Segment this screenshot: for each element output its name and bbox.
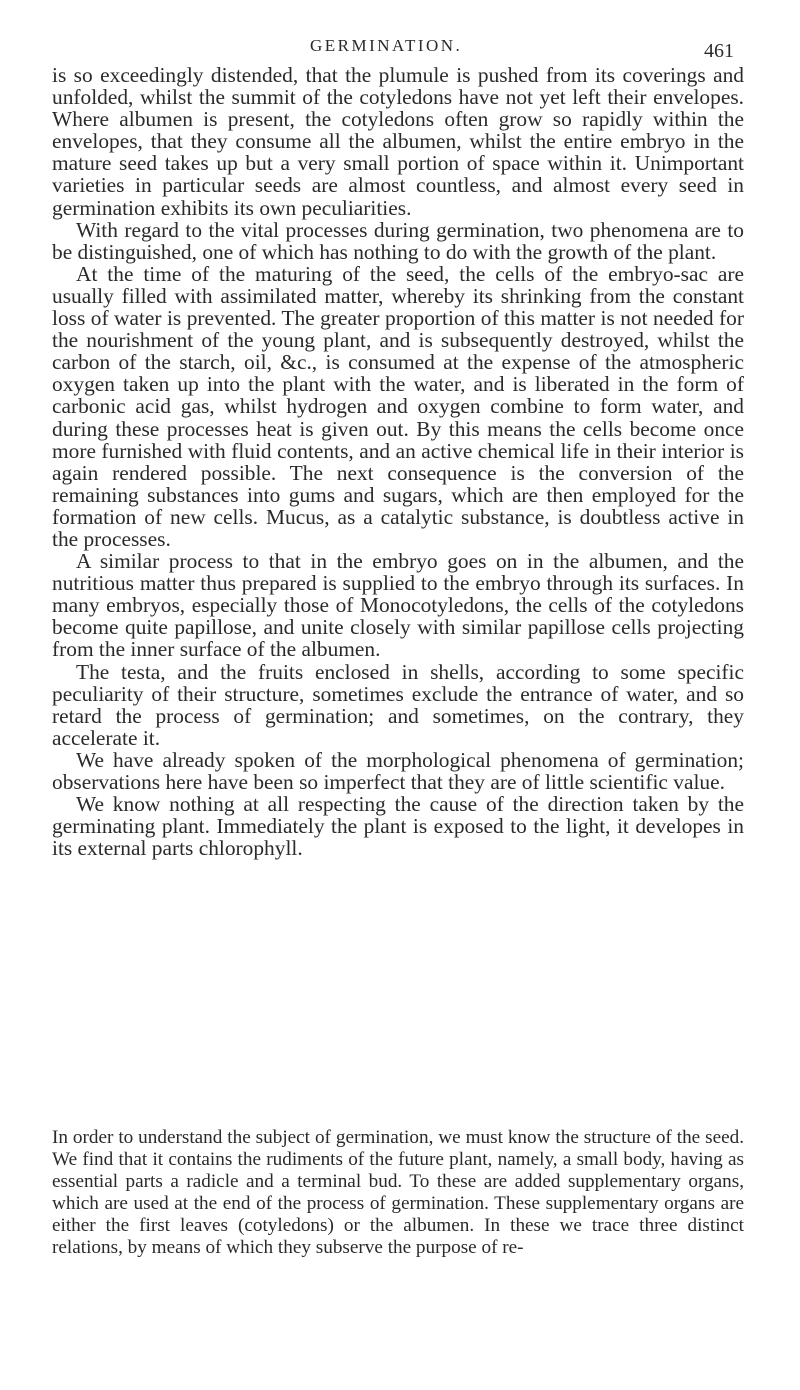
paragraph: At the time of the maturing of the seed, the cells of the embryo-sac are usually filled with assimilated matter, whereby its shrinking from the constant loss of water is prevented. The greater proportion of this matter is not needed for the nourishment of the young plant, and is subsequently destroyed, whilst the carbon of the starch, oil, &c., is consumed at the expense of the atmospheric oxygen taken up into the plant with the water, and is liberated in the form of carbonic acid gas, whilst hydrogen and oxygen combine to form water, and during these processes heat is given out. By this means the cells become once more furnished with fluid contents, and an active chemical life in their interior is again rendered possible. The next consequence is the conversion of the remaining substances into gums and sugars, which are then employed for the formation of new cells. Mucus, as a catalytic substance, is doubtless active in the processes.: [52, 261, 744, 551]
paragraph: We have already spoken of the morphological phenomena of germination; observations here have been so imperfect that they are of little scientific value.: [52, 747, 744, 794]
paragraph: is so exceedingly distended, that the plumule is pushed from its coverings and unfolded, whilst the summit of the cotyledons have not yet left their envelopes. Where albumen is present, the cotyledons often grow so rapidly within the envelopes, that they consume all the albumen, whilst the entire embryo in the mature seed takes up but a very small portion of space within it. Unimportant varieties in particular seeds are almost countless, and almost every seed in germination exhibits its own peculiarities.: [52, 63, 744, 220]
running-header: [0, 28, 800, 68]
running-head-title: GERMINATION.: [310, 36, 463, 55]
small-print-section: [52, 1127, 744, 1260]
small-print-paragraph: In order to understand the subject of germination, we must know the structure of the seed. We find that it contains the rudiments of the future plant, namely, a small body, having as essential parts a radicle and a terminal bud. To these are added supplementary organs, which are used at the end of the process of germination. These supplementary organs are either the first leaves (cotyledons) or the albumen. In these we trace three distinct relations, by means of which they subserve the purpose of re-: [52, 1127, 744, 1259]
page-number: 461: [704, 40, 734, 62]
paragraph: The testa, and the fruits enclosed in shells, according to some specific peculiarity of their structure, sometimes exclude the entrance of water, and so retard the process of germination; and sometimes, on the contrary, they accelerate it.: [52, 659, 744, 750]
main-text: [52, 64, 744, 859]
paragraph: We know nothing at all respecting the cause of the direction taken by the germinating plant. Immediately the plant is exposed to the light, it developes in its external parts chlorophyll.: [52, 792, 744, 861]
paragraph: With regard to the vital processes during germination, two phenomena are to be distinguished, one of which has nothing to do with the growth of the plant.: [52, 217, 744, 264]
paragraph: A similar process to that in the embryo goes on in the albumen, and the nutritious matter thus prepared is supplied to the embryo through its surfaces. In many embryos, especially those of Monocotyledons, the cells of the cotyledons become quite papillose, and unite closely with similar papillose cells projecting from the inner surface of the albumen.: [52, 549, 744, 662]
